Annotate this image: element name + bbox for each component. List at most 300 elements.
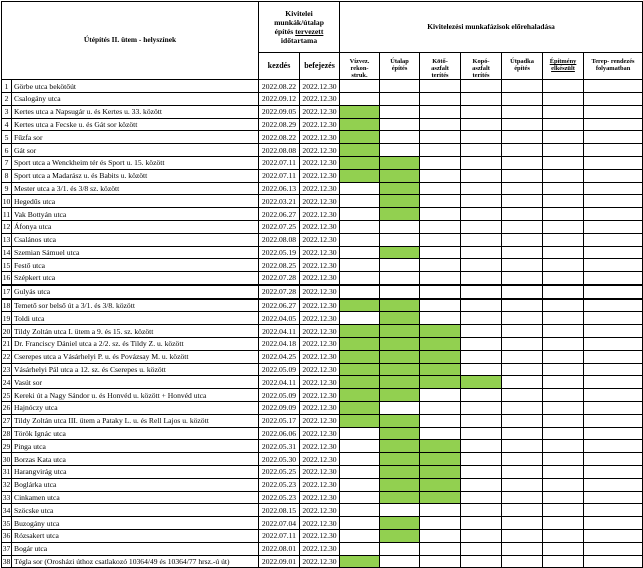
end-date: 2022.12.30 bbox=[300, 440, 340, 453]
end-header: befejezés bbox=[300, 53, 340, 80]
phase-cell-landscaping bbox=[584, 80, 643, 93]
row-number: 12 bbox=[2, 222, 11, 232]
start-date: 2022.08.29 bbox=[259, 118, 300, 131]
location-name: Gulyás utca bbox=[12, 285, 259, 299]
phase-cell-water bbox=[340, 312, 380, 325]
table-row bbox=[2, 144, 643, 157]
phase-cell-base bbox=[380, 363, 420, 376]
phase-cell-shoulder bbox=[502, 414, 543, 427]
end-date: 2022.12.30 bbox=[300, 285, 340, 299]
location-name: Toldi utca bbox=[12, 312, 259, 325]
phase-cell-binder bbox=[420, 144, 461, 157]
phase-cell-complete bbox=[543, 555, 584, 568]
phase-cell-shoulder bbox=[502, 478, 543, 491]
phase-cell-shoulder bbox=[502, 312, 543, 325]
phase-cell-shoulder bbox=[502, 144, 543, 157]
phase-cell-complete bbox=[543, 105, 584, 118]
row-number: 30 bbox=[2, 454, 11, 464]
phase-cell-wearing bbox=[461, 233, 502, 246]
table-row bbox=[2, 105, 643, 118]
location-name: Fűzfa sor bbox=[12, 131, 259, 144]
phase-cell-wearing bbox=[461, 478, 502, 491]
start-date: 2022.05.25 bbox=[259, 466, 300, 479]
phase-cell-wearing bbox=[461, 542, 502, 555]
end-date: 2022.12.30 bbox=[300, 402, 340, 415]
end-date: 2022.12.30 bbox=[300, 453, 340, 466]
table-row bbox=[2, 363, 643, 376]
phase-cell-water bbox=[340, 80, 380, 93]
phase-cell-water bbox=[340, 414, 380, 427]
end-date: 2022.12.30 bbox=[300, 542, 340, 555]
phase-cell-base bbox=[380, 144, 420, 157]
location-name: Tildy Zoltán utca III. ütem a Pataky L. u. és Rell Lajos u. között bbox=[12, 414, 259, 427]
phase-cell-landscaping bbox=[584, 131, 643, 144]
phase-cell-wearing bbox=[461, 363, 502, 376]
phase-cell-wearing bbox=[461, 208, 502, 221]
phase-cell-shoulder bbox=[502, 325, 543, 338]
phase-cell-binder bbox=[420, 376, 461, 389]
phase-cell-shoulder bbox=[502, 92, 543, 105]
start-date: 2022.07.11 bbox=[259, 156, 300, 169]
start-date: 2022.07.04 bbox=[259, 517, 300, 530]
table-row bbox=[2, 92, 643, 105]
phase-cell-landscaping bbox=[584, 144, 643, 157]
phase-cell-base bbox=[380, 208, 420, 221]
end-date: 2022.12.30 bbox=[300, 246, 340, 259]
phase-cell-wearing bbox=[461, 325, 502, 338]
phase-cell-landscaping bbox=[584, 169, 643, 182]
phase-cell-wearing bbox=[461, 118, 502, 131]
location-name: Vasút sor bbox=[12, 376, 259, 389]
end-date: 2022.12.30 bbox=[300, 517, 340, 530]
phase-cell-binder bbox=[420, 414, 461, 427]
phase-cell-water bbox=[340, 338, 380, 351]
row-number: 38 bbox=[2, 557, 11, 567]
end-date: 2022.12.30 bbox=[300, 427, 340, 440]
location-name: Hegedűs utca bbox=[12, 195, 259, 208]
phase-cell-binder bbox=[420, 478, 461, 491]
location-name: Kereki út a Nagy Sándor u. és Honvéd u. között + Honvéd utca bbox=[12, 389, 259, 402]
phase-cell-binder bbox=[420, 504, 461, 517]
phase-cell-shoulder bbox=[502, 530, 543, 543]
row-number: 17 bbox=[2, 285, 12, 299]
phase-cell-base bbox=[380, 517, 420, 530]
phase-cell-binder bbox=[420, 491, 461, 504]
phase-cell-complete bbox=[543, 376, 584, 389]
phase-cell-binder bbox=[420, 92, 461, 105]
row-number: 23 bbox=[2, 365, 11, 375]
phase-cell-binder bbox=[420, 118, 461, 131]
phase-cell-binder bbox=[420, 246, 461, 259]
phase-cell-water bbox=[340, 285, 380, 299]
start-date: 2022.08.01 bbox=[259, 542, 300, 555]
phase-cell-wearing bbox=[461, 285, 502, 299]
row-number: 6 bbox=[2, 144, 12, 157]
location-name: Gát sor bbox=[12, 144, 259, 157]
phase-cell-shoulder bbox=[502, 453, 543, 466]
phase-cell-complete bbox=[543, 259, 584, 272]
phase-cell-binder bbox=[420, 389, 461, 402]
phase-cell-base bbox=[380, 427, 420, 440]
start-date: 2022.05.09 bbox=[259, 389, 300, 402]
phase-cell-base bbox=[380, 453, 420, 466]
phase-cell-binder bbox=[420, 285, 461, 299]
phase-cell-binder bbox=[420, 530, 461, 543]
phase-cell-binder bbox=[420, 466, 461, 479]
phase-cell-complete bbox=[543, 131, 584, 144]
start-date: 2022.08.22 bbox=[259, 80, 300, 93]
end-date: 2022.12.30 bbox=[300, 80, 340, 93]
phase-cell-complete bbox=[543, 414, 584, 427]
row-number: 8 bbox=[2, 169, 12, 182]
row-number: 16 bbox=[2, 272, 12, 285]
phase-cell-landscaping bbox=[584, 220, 643, 233]
phase-cell-wearing bbox=[461, 555, 502, 568]
table-row bbox=[2, 312, 643, 325]
phase-cell-complete bbox=[543, 517, 584, 530]
phase-cell-landscaping bbox=[584, 105, 643, 118]
phase-cell-complete bbox=[543, 246, 584, 259]
location-name: Bogár utca bbox=[12, 542, 259, 555]
phase-cell-binder bbox=[420, 325, 461, 338]
end-date: 2022.12.30 bbox=[300, 131, 340, 144]
phase-cell-base bbox=[380, 542, 420, 555]
phase-cell-complete bbox=[543, 466, 584, 479]
phase-cell-shoulder bbox=[502, 285, 543, 299]
phase-cell-base bbox=[380, 491, 420, 504]
phase-cell-complete bbox=[543, 233, 584, 246]
table-row bbox=[2, 504, 643, 517]
phase-cell-binder bbox=[420, 338, 461, 351]
phase-cell-shoulder bbox=[502, 350, 543, 363]
phase-cell-landscaping bbox=[584, 363, 643, 376]
table-row bbox=[2, 182, 643, 195]
phase-cell-shoulder bbox=[502, 440, 543, 453]
row-number: 14 bbox=[2, 247, 11, 257]
phase-cell-wearing bbox=[461, 92, 502, 105]
phase-cell-landscaping bbox=[584, 478, 643, 491]
phase-cell-complete bbox=[543, 542, 584, 555]
phase-cell-wearing bbox=[461, 312, 502, 325]
phase-cell-shoulder bbox=[502, 233, 543, 246]
phase-cell-wearing bbox=[461, 156, 502, 169]
start-date: 2022.07.28 bbox=[259, 285, 300, 299]
phase-cell-base bbox=[380, 504, 420, 517]
phase-cell-complete bbox=[543, 350, 584, 363]
location-name: Dr. Franciscy Dániel utca a 2/2. sz. és Tildy Z. u. között bbox=[12, 338, 259, 351]
phase-cell-binder bbox=[420, 272, 461, 285]
table-row bbox=[2, 233, 643, 246]
start-date: 2022.09.01 bbox=[259, 555, 300, 568]
end-date: 2022.12.30 bbox=[300, 169, 340, 182]
phase-cell-shoulder bbox=[502, 363, 543, 376]
phase-cell-water bbox=[340, 402, 380, 415]
start-date: 2022.04.25 bbox=[259, 350, 300, 363]
phase-cell-shoulder bbox=[502, 80, 543, 93]
table-row bbox=[2, 530, 643, 543]
phase-cell-water bbox=[340, 131, 380, 144]
phase-cell-complete bbox=[543, 338, 584, 351]
location-name: Sport utca a Wenckheim tér és Sport u. 15. között bbox=[12, 156, 259, 169]
phase-cell-wearing bbox=[461, 131, 502, 144]
phase-cell-base bbox=[380, 156, 420, 169]
row-number: 28 bbox=[2, 429, 11, 439]
phase-cell-shoulder bbox=[502, 389, 543, 402]
phase-cell-wearing bbox=[461, 389, 502, 402]
phase-cell-shoulder bbox=[502, 156, 543, 169]
phase-cell-shoulder bbox=[502, 246, 543, 259]
location-name: Tégla sor (Orosházi úthoz csatlakozó 10364/49 és 10364/77 hrsz.-ú út) bbox=[12, 555, 259, 568]
phase-cell-complete bbox=[543, 402, 584, 415]
row-number: 37 bbox=[2, 544, 11, 554]
table-row bbox=[2, 208, 643, 221]
schedule-table bbox=[1, 1, 643, 568]
phase-cell-landscaping bbox=[584, 208, 643, 221]
location-name: Görbe utca bekötőút bbox=[12, 80, 259, 93]
phase-cell-base bbox=[380, 220, 420, 233]
phase-cell-water bbox=[340, 453, 380, 466]
end-date: 2022.12.30 bbox=[300, 466, 340, 479]
row-number: 1 bbox=[2, 80, 12, 93]
phase-cell-binder bbox=[420, 182, 461, 195]
phase-cell-binder bbox=[420, 312, 461, 325]
location-name: Vak Bottyán utca bbox=[12, 208, 259, 221]
phase-cell-shoulder bbox=[502, 195, 543, 208]
end-date: 2022.12.30 bbox=[300, 376, 340, 389]
start-date: 2022.06.27 bbox=[259, 208, 300, 221]
phase-cell-water bbox=[340, 259, 380, 272]
phase-cell-base bbox=[380, 246, 420, 259]
phase-cell-wearing bbox=[461, 246, 502, 259]
phase-cell-shoulder bbox=[502, 118, 543, 131]
start-date: 2022.04.11 bbox=[259, 325, 300, 338]
end-date: 2022.12.30 bbox=[300, 259, 340, 272]
table-row bbox=[2, 440, 643, 453]
table-row bbox=[2, 272, 643, 285]
phase-cell-base bbox=[380, 440, 420, 453]
phase-cell-landscaping bbox=[584, 92, 643, 105]
phase-cell-binder bbox=[420, 259, 461, 272]
end-date: 2022.12.30 bbox=[300, 118, 340, 131]
row-number: 19 bbox=[2, 313, 11, 323]
location-name: Pinga utca bbox=[12, 440, 259, 453]
phase-cell-base bbox=[380, 389, 420, 402]
phase-cell-binder bbox=[420, 156, 461, 169]
row-number: 21 bbox=[2, 339, 11, 349]
phase-cell-landscaping bbox=[584, 156, 643, 169]
phase-cell-water bbox=[340, 182, 380, 195]
phase-cell-base bbox=[380, 285, 420, 299]
phase-cell-shoulder bbox=[502, 466, 543, 479]
phase-cell-complete bbox=[543, 363, 584, 376]
row-number: 7 bbox=[2, 156, 12, 169]
phase-header-base: Útalap építés bbox=[380, 53, 420, 80]
phase-cell-wearing bbox=[461, 182, 502, 195]
phase-cell-wearing bbox=[461, 80, 502, 93]
phase-cell-water bbox=[340, 144, 380, 157]
end-date: 2022.12.30 bbox=[300, 504, 340, 517]
phase-cell-base bbox=[380, 299, 420, 312]
phase-cell-wearing bbox=[461, 350, 502, 363]
start-date: 2022.05.31 bbox=[259, 440, 300, 453]
phase-cell-binder bbox=[420, 440, 461, 453]
location-name: Borzas Kata utca bbox=[12, 453, 259, 466]
phase-cell-shoulder bbox=[502, 259, 543, 272]
end-date: 2022.12.30 bbox=[300, 363, 340, 376]
start-date: 2022.04.18 bbox=[259, 338, 300, 351]
phase-cell-water bbox=[340, 118, 380, 131]
phase-cell-landscaping bbox=[584, 285, 643, 299]
phase-cell-complete bbox=[543, 80, 584, 93]
phase-cell-landscaping bbox=[584, 299, 643, 312]
phase-cell-binder bbox=[420, 350, 461, 363]
phase-cell-wearing bbox=[461, 504, 502, 517]
location-name: Hajnóczy utca bbox=[12, 402, 259, 415]
start-date: 2022.08.15 bbox=[259, 504, 300, 517]
start-header: kezdés bbox=[259, 53, 300, 80]
location-name: Rózsakert utca bbox=[12, 530, 259, 543]
phase-cell-water bbox=[340, 325, 380, 338]
phase-cell-landscaping bbox=[584, 517, 643, 530]
end-date: 2022.12.30 bbox=[300, 491, 340, 504]
phase-cell-wearing bbox=[461, 491, 502, 504]
location-header: Útépítés II. ütem - helyszínek bbox=[2, 2, 259, 80]
phase-cell-shoulder bbox=[502, 555, 543, 568]
phase-cell-binder bbox=[420, 363, 461, 376]
start-date: 2022.07.11 bbox=[259, 530, 300, 543]
end-date: 2022.12.30 bbox=[300, 144, 340, 157]
phase-cell-shoulder bbox=[502, 169, 543, 182]
start-date: 2022.08.22 bbox=[259, 131, 300, 144]
phase-cell-wearing bbox=[461, 299, 502, 312]
row-number: 13 bbox=[2, 235, 11, 245]
phase-cell-landscaping bbox=[584, 259, 643, 272]
table-row bbox=[2, 478, 643, 491]
phase-cell-wearing bbox=[461, 195, 502, 208]
end-date: 2022.12.30 bbox=[300, 92, 340, 105]
location-name: Csalogány utca bbox=[12, 92, 259, 105]
phase-cell-complete bbox=[543, 182, 584, 195]
phase-cell-landscaping bbox=[584, 504, 643, 517]
phase-cell-base bbox=[380, 376, 420, 389]
location-name: Boglárka utca bbox=[12, 478, 259, 491]
row-number: 3 bbox=[2, 105, 12, 118]
table-row bbox=[2, 350, 643, 363]
phase-cell-shoulder bbox=[502, 299, 543, 312]
location-name: Buzogány utca bbox=[12, 517, 259, 530]
phase-cell-landscaping bbox=[584, 233, 643, 246]
table-row bbox=[2, 414, 643, 427]
phase-cell-water bbox=[340, 363, 380, 376]
location-name: Szépkert utca bbox=[12, 272, 259, 285]
row-number: 25 bbox=[2, 390, 11, 400]
phase-cell-base bbox=[380, 555, 420, 568]
phase-cell-wearing bbox=[461, 517, 502, 530]
row-number: 26 bbox=[2, 403, 11, 413]
start-date: 2022.09.12 bbox=[259, 92, 300, 105]
phase-cell-water bbox=[340, 169, 380, 182]
phase-cell-base bbox=[380, 105, 420, 118]
end-date: 2022.12.30 bbox=[300, 105, 340, 118]
phase-cell-water bbox=[340, 272, 380, 285]
table-row bbox=[2, 402, 643, 415]
phase-cell-base bbox=[380, 259, 420, 272]
phase-cell-binder bbox=[420, 555, 461, 568]
table-row bbox=[2, 325, 643, 338]
end-date: 2022.12.30 bbox=[300, 350, 340, 363]
location-name: Tildy Zoltán utca I. ütem a 9. és 15. sz. között bbox=[12, 325, 259, 338]
start-date: 2022.05.30 bbox=[259, 453, 300, 466]
phase-cell-landscaping bbox=[584, 466, 643, 479]
phase-cell-complete bbox=[543, 118, 584, 131]
phase-cell-complete bbox=[543, 325, 584, 338]
phase-cell-base bbox=[380, 118, 420, 131]
phase-cell-binder bbox=[420, 220, 461, 233]
location-name: Cserepes utca a Vásárhelyi P. u. és Povázsay M. u. között bbox=[12, 350, 259, 363]
phase-cell-water bbox=[340, 246, 380, 259]
phase-cell-water bbox=[340, 504, 380, 517]
phase-cell-landscaping bbox=[584, 414, 643, 427]
phase-cell-water bbox=[340, 542, 380, 555]
table-row bbox=[2, 542, 643, 555]
end-date: 2022.12.30 bbox=[300, 299, 340, 312]
phase-cell-wearing bbox=[461, 220, 502, 233]
phase-cell-complete bbox=[543, 478, 584, 491]
end-date: 2022.12.30 bbox=[300, 195, 340, 208]
phase-cell-landscaping bbox=[584, 195, 643, 208]
start-date: 2022.07.28 bbox=[259, 272, 300, 285]
phase-cell-base bbox=[380, 530, 420, 543]
location-name: Sport utca a Madarász u. és Babits u. között bbox=[12, 169, 259, 182]
location-name: Kertes utca a Napsugár u. és Kertes u. 33. között bbox=[12, 105, 259, 118]
phase-cell-base bbox=[380, 466, 420, 479]
phase-cell-water bbox=[340, 427, 380, 440]
row-number: 32 bbox=[2, 480, 11, 490]
phase-cell-landscaping bbox=[584, 182, 643, 195]
start-date: 2022.04.05 bbox=[259, 312, 300, 325]
phase-cell-complete bbox=[543, 272, 584, 285]
location-name: Áfonya utca bbox=[12, 220, 259, 233]
phase-cell-landscaping bbox=[584, 530, 643, 543]
row-number: 22 bbox=[2, 352, 11, 362]
table-row bbox=[2, 220, 643, 233]
phase-cell-water bbox=[340, 105, 380, 118]
start-date: 2022.07.11 bbox=[259, 169, 300, 182]
phase-cell-shoulder bbox=[502, 338, 543, 351]
phase-cell-water bbox=[340, 299, 380, 312]
location-name: Török Ignác utca bbox=[12, 427, 259, 440]
phase-cell-wearing bbox=[461, 272, 502, 285]
phase-cell-shoulder bbox=[502, 272, 543, 285]
table-row bbox=[2, 466, 643, 479]
phase-cell-wearing bbox=[461, 414, 502, 427]
phase-cell-complete bbox=[543, 195, 584, 208]
phase-header-shoulder: Útpadka építés bbox=[502, 53, 543, 80]
row-number: 15 bbox=[2, 260, 11, 270]
start-date: 2022.09.05 bbox=[259, 105, 300, 118]
end-date: 2022.12.30 bbox=[300, 414, 340, 427]
phase-cell-base bbox=[380, 325, 420, 338]
phase-cell-water bbox=[340, 220, 380, 233]
row-number: 24 bbox=[2, 377, 11, 387]
phase-cell-water bbox=[340, 233, 380, 246]
phase-cell-wearing bbox=[461, 402, 502, 415]
end-date: 2022.12.30 bbox=[300, 478, 340, 491]
location-name: Kertes utca a Fecske u. és Gát sor között bbox=[12, 118, 259, 131]
phase-cell-complete bbox=[543, 453, 584, 466]
table-row bbox=[2, 427, 643, 440]
phase-cell-wearing bbox=[461, 144, 502, 157]
